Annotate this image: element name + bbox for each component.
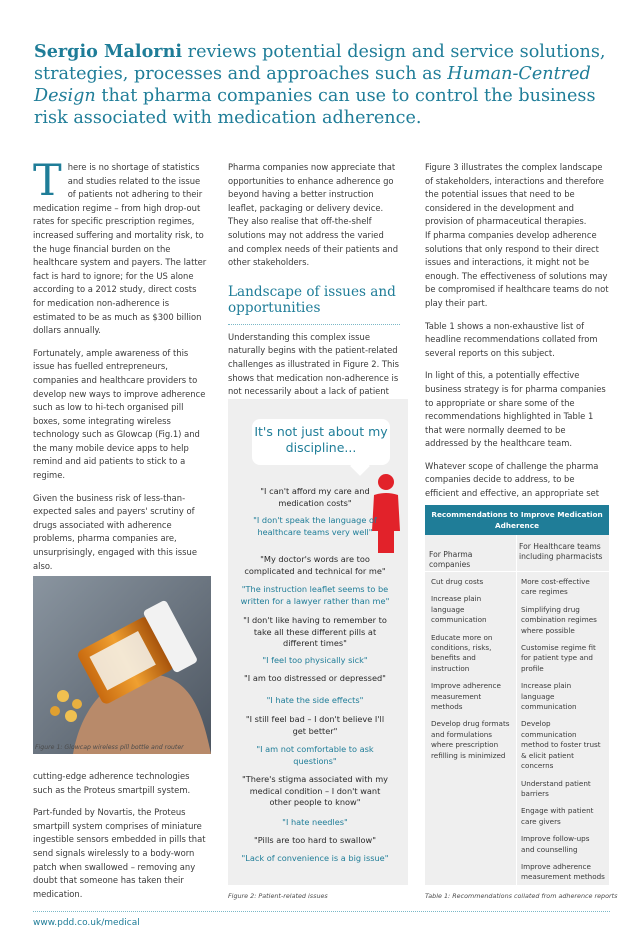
headline-part1: reviews potential design and service solutions, strategies, processes and approaches such as [34,42,606,84]
footer-divider [33,911,610,912]
recommendations-table [425,505,609,885]
patient-quote: "My doctor's words are too complicated and technical for me" [244,554,386,576]
table-col1-cells [431,577,513,768]
patient-quote: "Lack of convenience is a big issue" [241,853,389,863]
patient-quote: "I still feel bad – I don't believe I'll get better" [245,714,385,736]
table-cell: Customise regime fit for patient type and profile [521,643,596,673]
patient-quote: "I don't like having to remember to take all these different pills at different times" [243,615,387,648]
table-cell: Understand patient barriers [521,778,591,798]
table-cell: Increase plain language communication [431,594,487,625]
table-cell: Improve follow-ups and counselling [521,834,590,854]
figure-1-photo [33,576,211,754]
figure-1-caption: Figure 1: Glowcap wireless pill bottle and router [35,744,184,751]
speech-bubble [252,419,390,465]
table-cell: Simplifying drug combination regimes where possible [521,604,597,635]
col3-paragraph-4: Whatever scope of challenge the pharma companies decide to address, to be efficient and effective, an appropriate set [425,460,600,499]
col1-paragraph-5: cutting-edge adherence technologies such as the Proteus smartpill system. [33,771,191,795]
patient-quote: "I am too distressed or depressed" [244,673,386,683]
table-cell: Develop communication method to foster trust & elicit patient concerns [521,719,601,771]
table-header-divider [425,571,609,572]
col3-paragraph-2: Table 1 shows a non-exhaustive list of headline recommendations collated from several reports on this subject. [425,320,598,358]
patient-quote: "I hate the side effects" [266,695,364,705]
table-cell: Engage with patient care givers [521,806,594,826]
table-cell: Educate more on conditions, risks, benefits and instruction [431,632,493,673]
table-cell: More cost-effective care regimes [521,577,590,597]
headline-part2: that pharma companies can use to control the business risk associated with medication adherence. [34,86,596,128]
column-1-bottom [33,770,211,910]
col2-paragraph-2: Understanding this complex issue naturally begins with the patient-related challenges as illustrated in Figure 2. This shows that medication non-adherence is not necessarily about a lack of patient [228,331,400,397]
table-col1-heading: For Pharma companies [429,550,473,569]
col3-paragraph-3: In light of this, a potentially effective business strategy is for pharma companies to appropriate or share some of the recommendations highlighted in Table 1 that were normally deemed to be addressed by the healthcare team. [425,370,606,449]
headline [34,41,614,129]
table-cell: Increase plain language communication [521,681,577,712]
patient-quote: "Pills are too hard to swallow" [254,835,376,845]
patient-quote: "I am not comfortable to ask questions" [256,744,374,766]
col1-paragraph-1: here is no shortage of statistics and studies related to the issue of patients not adhering to their medication regime – from high drop-out rates for specific prescription regimes, increased suffering and mortality risk, to the huge financial burden on the healthcare system and payers. The latter fact is hard to ignore; for the US alone according to a 2012 study, direct costs for medication non-adherence is estimated to be as much as $300 billion dollars annually. [33,162,207,336]
table-col2-heading: For Healthcare teams including pharmacists [519,542,603,561]
table-column-divider [516,535,517,885]
patient-quote: "I don't speak the language of healthcare teams very well" [253,515,377,537]
person-silhouette-icon [370,473,402,553]
col3-paragraph-1: Figure 3 illustrates the complex landscape of stakeholders, interactions and therefore the potential issues that need to be considered in the development and provision of pharmaceutical therapies. [425,162,604,227]
headline-author: Sergio Malorni [34,41,183,62]
table-caption: Table 1: Recommendations collated from adherence reports [425,892,618,900]
col3-paragraph-1b: If pharma companies develop adherence solutions that only respond to their direct issues and interactions, it might not be enough. The effectiveness of solutions may be compromised if healthcare teams do not play their part. [425,229,609,308]
column-3 [425,161,609,510]
column-2 [228,161,400,421]
table-header [425,505,609,535]
speech-bubble-text: It's not just about my discipline... [254,424,388,455]
table-cell: Cut drug costs [431,577,484,586]
table-cell: Develop drug formats and formulations where prescription refilling is minimized [431,719,510,760]
col1-paragraph-2: Fortunately, ample awareness of this issue has fuelled entrepreneurs, companies and healthcare providers to develop new ways to improve adherence such as low to hi-tech organised pill boxes, some integrating wireless technology such as Glowcap (Fig.1) and the many mobile device apps to help remind and aid patients to stick to a regime. [33,347,206,481]
table-header-text: Recommendations to Improve Medication Adherence [431,510,603,530]
patient-quote: "I feel too physically sick" [262,655,368,665]
figure-2-caption: Figure 2: Patient-related issues [228,892,328,900]
headline-hcd: Human-Centred Design [34,64,591,106]
section-heading: Landscape of issues and opportunities [228,284,400,325]
pill-bottle-illustration [33,576,211,754]
table-col2-cells [521,577,605,890]
footer-link[interactable]: www.pdd.co.uk/medical [33,918,140,928]
col1-paragraph-6: Part-funded by Novartis, the Proteus smartpill system comprises of miniature ingestible sensors embedded in pills that send signals wirelessly to a body-worn patch when swallowed – removing any doubt that someone has taken their medication. [33,807,206,899]
dropcap: T [33,156,62,206]
patient-quote: "There's stigma associated with my medical condition – I don't want other people to know" [241,774,389,807]
col1-paragraph-3: Given the business risk of less-than-expected sales and payers' scrutiny of drugs associated with adherence problems, pharma companies are, unsurprisingly, engaged with this issue also. [33,492,197,571]
patient-quote: "I can't afford my care and medication costs" [260,486,370,508]
patient-quote: "I hate needles" [282,817,348,827]
figure-2-panel [228,399,408,885]
patient-quote: "The instruction leaflet seems to be written for a lawyer rather than me" [240,584,390,606]
table-cell: Improve adherence measurement methods [431,681,501,712]
col2-paragraph-1: Pharma companies now appreciate that opportunities to enhance adherence go beyond having a better instruction leaflet, packaging or delivery device. They also realise that off-the-shelf solutions may not address the varied and complex needs of their patients and other stakeholders. [228,162,399,268]
table-cell: Improve adherence measurement methods [521,861,605,882]
